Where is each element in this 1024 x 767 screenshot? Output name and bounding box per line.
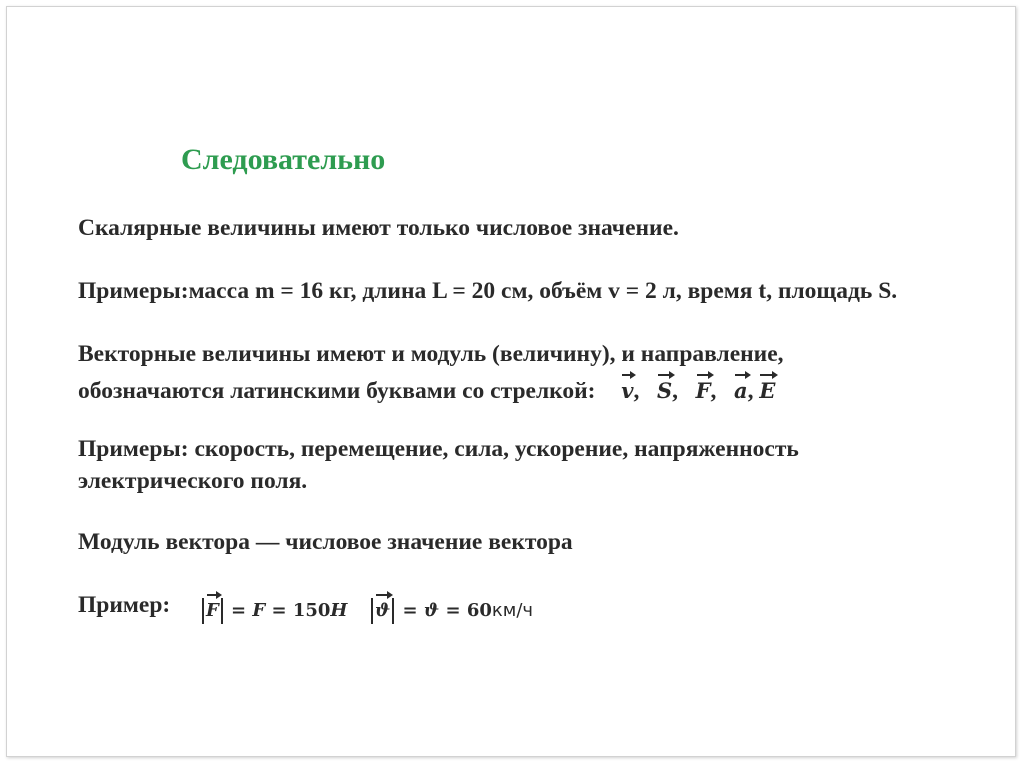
force-value: 150 (292, 600, 331, 621)
velocity-scalar: ϑ (423, 600, 440, 621)
velocity-vector: ϑ (375, 593, 390, 625)
vector-letter-v: v (621, 373, 633, 405)
vector-definition-line2: обозначаются латинскими буквами со стрелкой: v, S, F, a, E (78, 373, 775, 405)
vector-examples-line2: электрического поля. (78, 468, 308, 494)
velocity-unit: км/ч (491, 600, 534, 621)
abs-bar-left (202, 598, 204, 624)
force-vector: F (206, 593, 219, 625)
example-label: Пример: (78, 592, 171, 618)
vector-letter-s: S (657, 373, 672, 405)
vector-modulus-definition: Модуль вектора — числовое значение вектора (78, 529, 573, 555)
vector-letter-a: a (734, 373, 748, 405)
velocity-value: 60 (466, 600, 492, 621)
abs-bar-left (371, 598, 373, 624)
abs-bar-right (392, 598, 394, 624)
vector-examples-line1: Примеры: скорость, перемещение, сила, ускорение, напряженность (78, 436, 799, 462)
vector-letter-f: F (696, 373, 711, 405)
slide (6, 6, 1016, 757)
vector-definition-line1: Векторные величины имеют и модуль (величину), и направление, (78, 341, 784, 367)
force-scalar: F (252, 600, 266, 621)
force-unit: H (330, 600, 348, 621)
scalar-examples: Примеры:масса m = 16 кг, длина L = 20 см, объём v = 2 л, время t, площадь S. (78, 278, 898, 304)
vector-definition-text: обозначаются латинскими буквами со стрелкой: (78, 378, 596, 404)
slide-heading: Следовательно (181, 143, 386, 176)
scalar-definition: Скалярные величины имеют только числовое значение. (78, 215, 679, 241)
vector-letter-e: E (759, 373, 775, 405)
force-modulus-formula: F = F = 150H (200, 593, 347, 625)
velocity-modulus-formula: ϑ = ϑ = 60км/ч (369, 593, 533, 625)
abs-bar-right (221, 598, 223, 624)
